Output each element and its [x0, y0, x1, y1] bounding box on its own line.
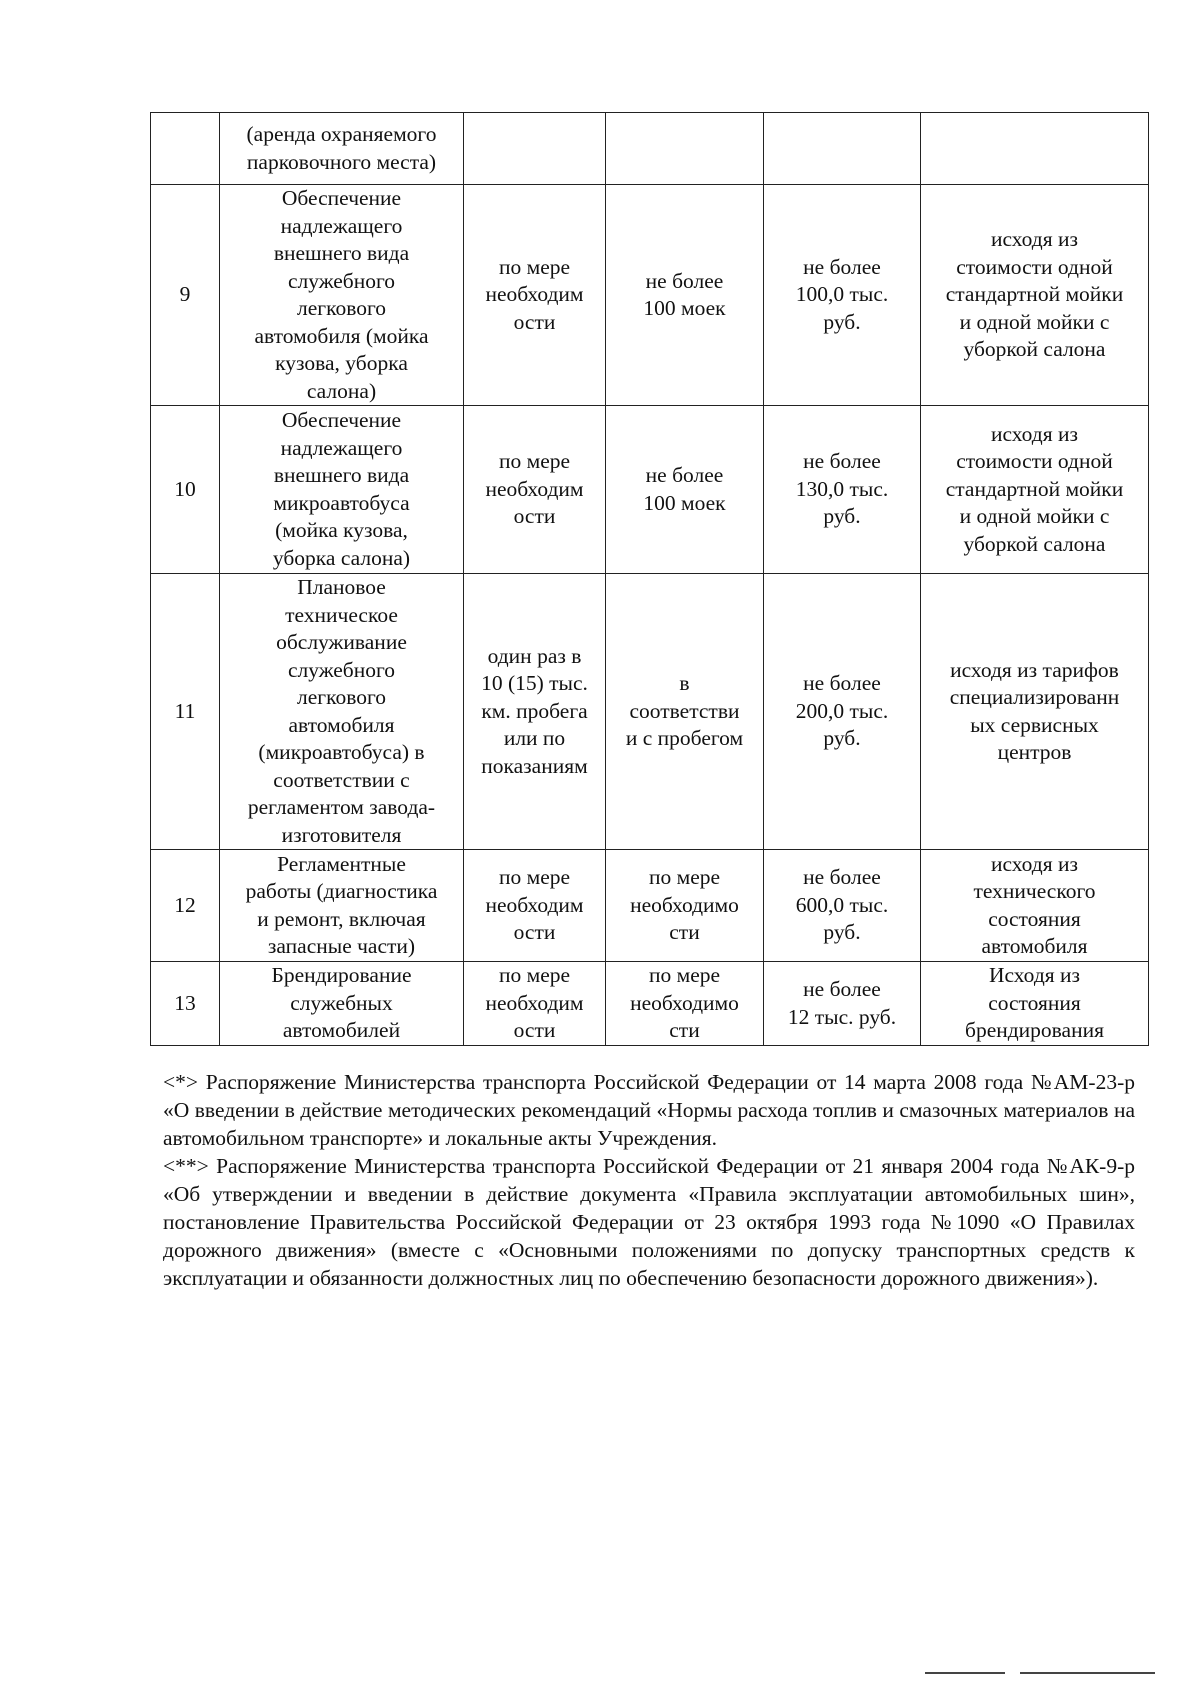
footnotes — [163, 1068, 1135, 1292]
services-table — [150, 112, 1149, 1046]
service-name: Плановое техническое обслуживание служебного легкового автомобиля (микроавтобуса) в соответствии с регламентом завода- изготовителя — [220, 574, 464, 850]
service-frequency: по мере необходим ости — [464, 406, 606, 574]
service-name: Обеспечение надлежащего внешнего вида служебного легкового автомобиля (мойка кузова, уборка салона) — [220, 185, 464, 406]
table-row — [151, 574, 1149, 850]
row-number: 9 — [151, 185, 220, 406]
service-name: Регламентные работы (диагностика и ремонт, включая запасные части) — [220, 850, 464, 962]
row-number: 13 — [151, 962, 220, 1046]
footnote-2: <**> Распоряжение Министерства транспорта Российской Федерации от 21 января 2004 года №АК-9-р «Об утверждении и введении в действие документа «Правила эксплуатации автомобильных шин», постановление Правительства Российской Федерации от 23 октября 1993 года №1090 «О Правилах дорожного движения» (вместе с «Основными положениями по допуску транспортных средств к эксплуатации и обязанности должностных лиц по обеспечению безопасности дорожного движения»). — [163, 1154, 1135, 1290]
service-quantity: в соответстви и с пробегом — [606, 574, 764, 850]
table-row — [151, 185, 1149, 406]
service-name: Обеспечение надлежащего внешнего вида микроавтобуса (мойка кузова, уборка салона) — [220, 406, 464, 574]
service-frequency — [464, 113, 606, 185]
service-quantity: по мере необходимо сти — [606, 850, 764, 962]
table-row — [151, 113, 1149, 185]
service-frequency: по мере необходим ости — [464, 962, 606, 1046]
footer-rule — [925, 1672, 1155, 1674]
cost-basis — [921, 113, 1149, 185]
cost-basis: исходя из стоимости одной стандартной мойки и одной мойки с уборкой салона — [921, 185, 1149, 406]
service-name: Брендирование служебных автомобилей — [220, 962, 464, 1046]
service-quantity: по мере необходимо сти — [606, 962, 764, 1046]
service-cost: не более 200,0 тыс. руб. — [764, 574, 921, 850]
cost-basis: исходя из технического состояния автомобиля — [921, 850, 1149, 962]
service-cost: не более 12 тыс. руб. — [764, 962, 921, 1046]
service-quantity — [606, 113, 764, 185]
service-frequency: один раз в 10 (15) тыс. км. пробега или по показаниям — [464, 574, 606, 850]
table-row — [151, 962, 1149, 1046]
service-cost: не более 600,0 тыс. руб. — [764, 850, 921, 962]
cost-basis: исходя из тарифов специализированн ых сервисных центров — [921, 574, 1149, 850]
table-row — [151, 406, 1149, 574]
cost-basis: Исходя из состояния брендирования — [921, 962, 1149, 1046]
service-cost: не более 130,0 тыс. руб. — [764, 406, 921, 574]
service-name: (аренда охраняемого парковочного места) — [220, 113, 464, 185]
service-quantity: не более 100 моек — [606, 406, 764, 574]
row-number — [151, 113, 220, 185]
service-cost — [764, 113, 921, 185]
service-frequency: по мере необходим ости — [464, 850, 606, 962]
row-number: 10 — [151, 406, 220, 574]
cost-basis: исходя из стоимости одной стандартной мойки и одной мойки с уборкой салона — [921, 406, 1149, 574]
table-row — [151, 850, 1149, 962]
service-cost: не более 100,0 тыс. руб. — [764, 185, 921, 406]
service-quantity: не более 100 моек — [606, 185, 764, 406]
row-number: 12 — [151, 850, 220, 962]
service-frequency: по мере необходим ости — [464, 185, 606, 406]
footnote-1: <*> Распоряжение Министерства транспорта Российской Федерации от 14 марта 2008 года №АМ-23-р «О введении в действие методических рекомендаций «Нормы расхода топлив и смазочных материалов на автомобильном транспорте» и локальные акты Учреждения. — [163, 1070, 1135, 1150]
row-number: 11 — [151, 574, 220, 850]
